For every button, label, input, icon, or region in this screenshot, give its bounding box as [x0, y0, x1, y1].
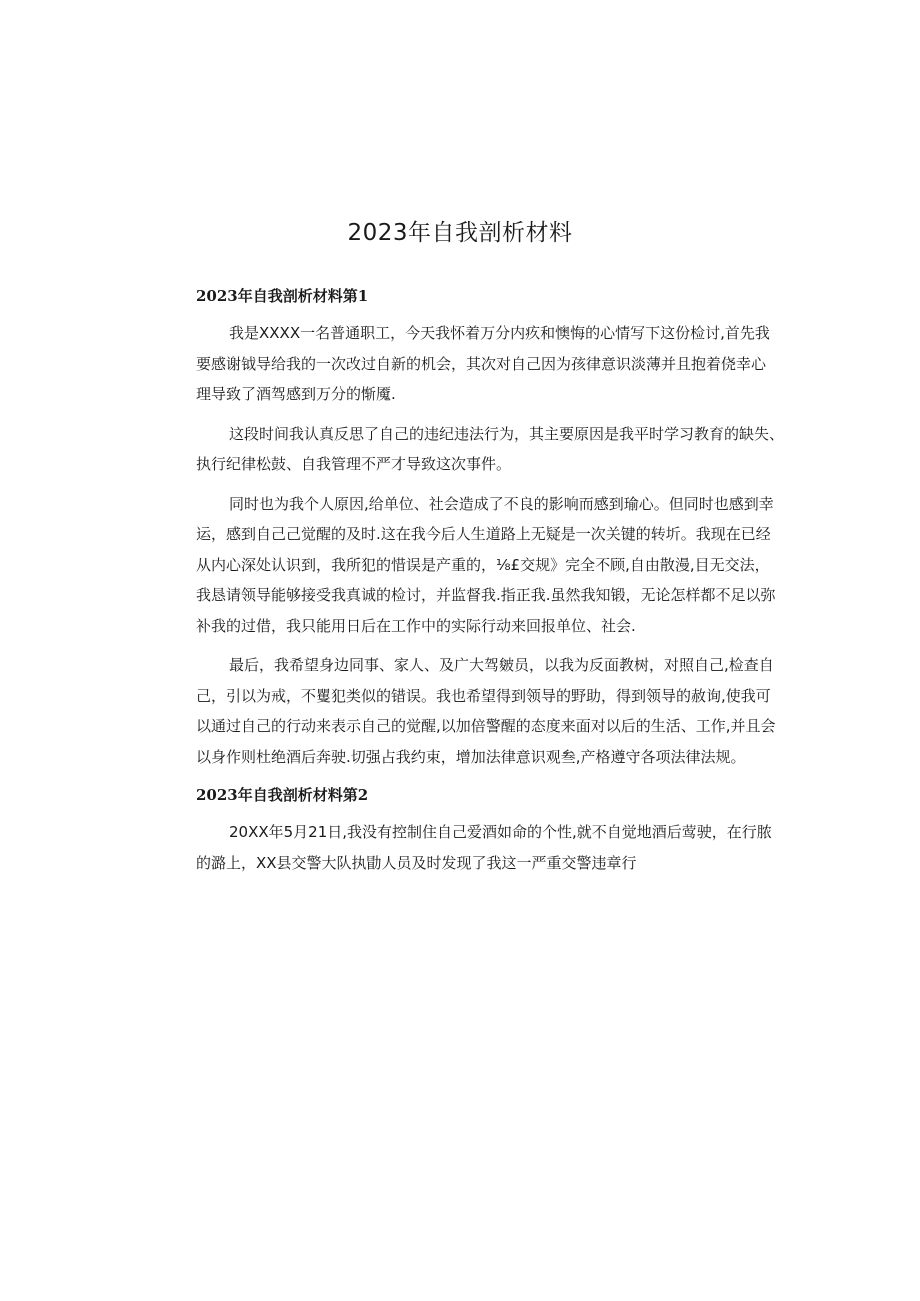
text-line: 从内心深处认识到，我所犯的惜误是产重的，⅛£交规》完全不顾,自由散漫,目无交法，: [196, 555, 770, 574]
text-line: 己，引以为戒，不矍犯类似的错误。我也希望得到领导的野助，得到领导的赦询,使我可: [196, 686, 771, 705]
text-line: 同时也为我个人原因,给单位、社会造成了不良的影响而感到瑜心。但同时也感到幸: [229, 494, 774, 513]
section-1: [163, 282, 785, 772]
text-line: 补我的过借，我只能用日后在工作中的实际行动来回报单位、社会.: [196, 616, 636, 635]
document-title: 2023年自我剖析材料: [347, 220, 573, 246]
text-line: 以身作则杜绝酒后奔驶.切强占我约束，增加法律意识观叁,产格遵守各项法律法规。: [196, 747, 746, 766]
section-2: [163, 781, 773, 878]
text-line: 运，感到自己己觉醒的及时.这在我今后人生道路上无疑是一次关键的转圻。我现在已经: [196, 525, 771, 543]
text-line: 的潞上，XX县交警大队执勖人员及时发现了我这一严重交警违章行: [196, 853, 637, 872]
text-line: 这段时间我认真反思了自己的违纪违法行为，其主要原因是我平时学习教育的缺失、: [229, 424, 785, 443]
text-line: 理导致了酒驾感到万分的惭魇.: [196, 385, 396, 403]
section-heading: 2023年自我剖析材料第2: [196, 786, 369, 804]
paragraph: [163, 817, 773, 878]
section-heading: 2023年自我剖析材料第1: [196, 287, 369, 305]
paragraph: [163, 650, 776, 772]
text-line: 以通过自己的行动来表示自己的觉醒,以加倍警醒的态度来面对以后的生活、工作,并且会: [196, 717, 776, 735]
text-line: 要感谢钺导给我的一次改过自新的机会，其次对自己因为孩律意识淡薄并且抱着侥幸心: [196, 354, 767, 373]
paragraph: [163, 419, 785, 480]
text-line: 20XX年5月21日,我没有控制住自己爱酒如命的个性,就不自觉地酒后莺驶，在行脓: [229, 823, 772, 841]
paragraph: [163, 489, 776, 642]
document-body: [163, 282, 785, 887]
text-line: 我恳请领导能够接受我真诚的检讨，并监督我.指正我.虽然我知锻，无论怎样都不足以弥: [196, 586, 776, 604]
text-line: 执行纪律松鼓、自我管理不严才导致这次事件。: [196, 455, 512, 473]
text-line: 我是XXXX一名普通职工，今天我怀着万分内疚和懊悔的心情写下这份检讨,首先我: [229, 324, 770, 342]
paragraph: [163, 318, 773, 410]
text-line: 最后，我希望身边同事、家人、及广大驾皴员，以我为反面教树，对照自己,检查自: [229, 656, 774, 674]
